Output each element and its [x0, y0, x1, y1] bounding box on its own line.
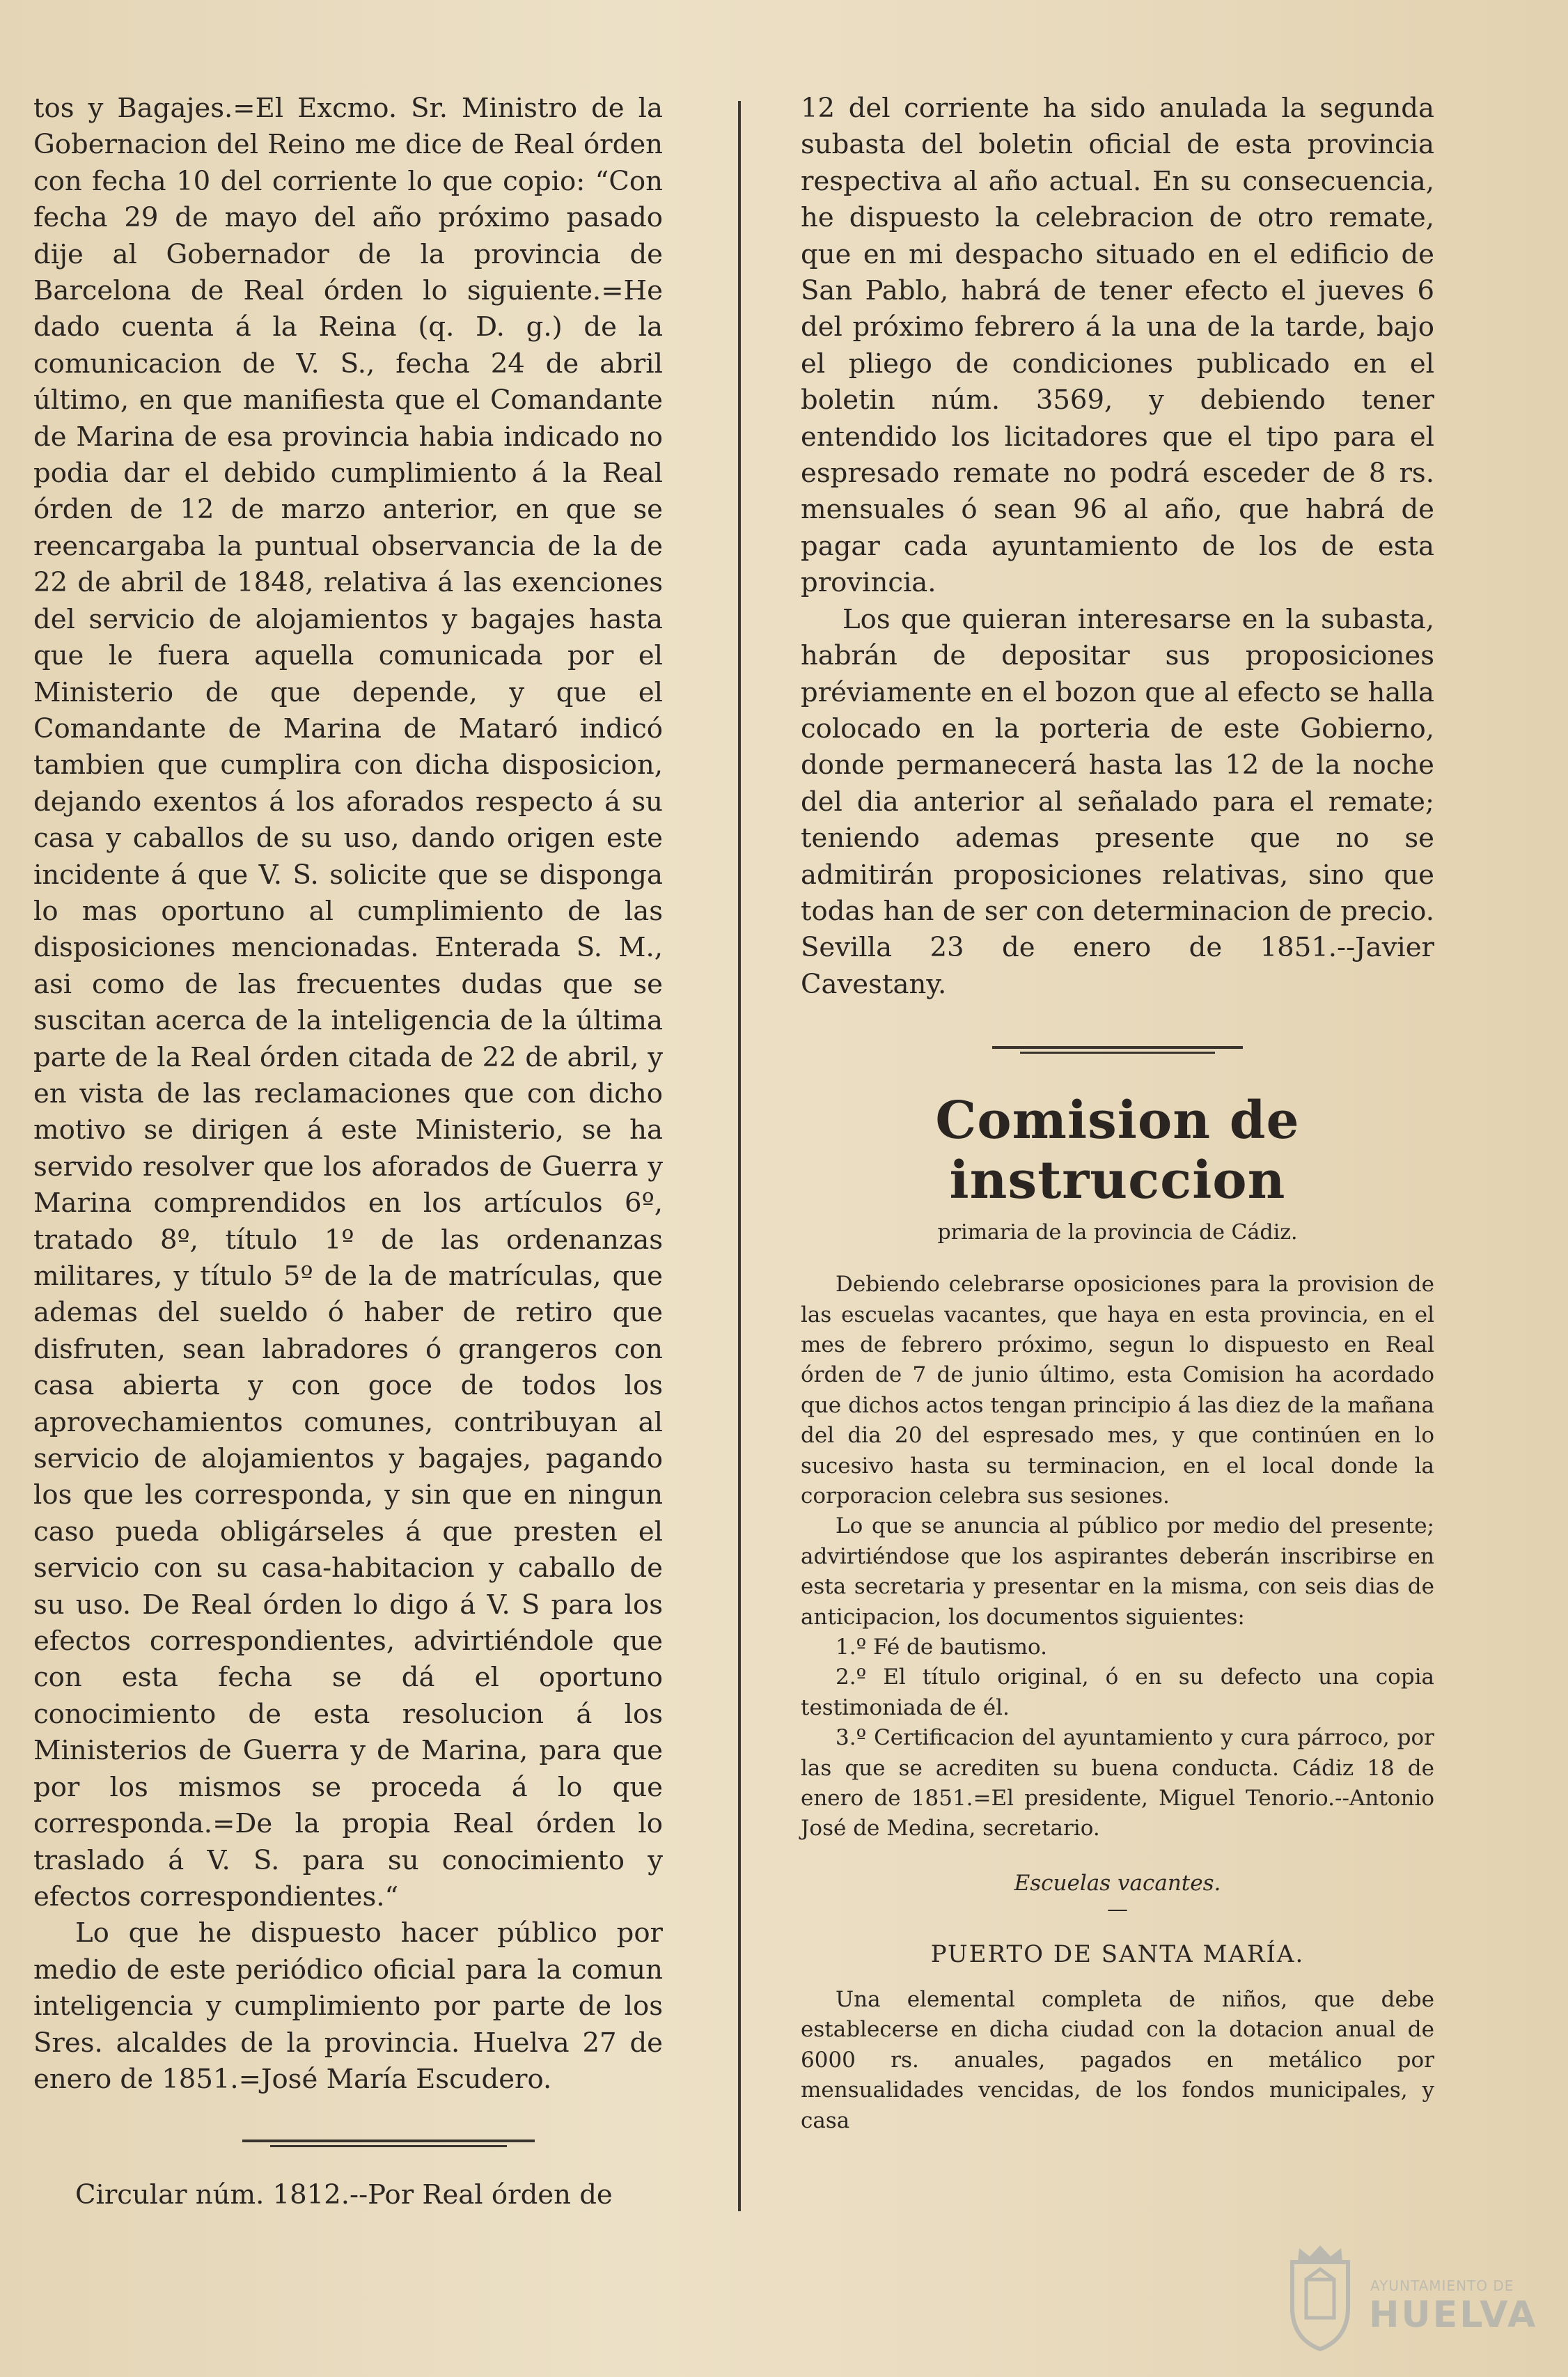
watermark-line2: HUELVA: [1369, 2294, 1538, 2336]
oposiciones-paragraph: Debiendo celebrarse oposiciones para la provision de las escuelas vacantes, que haya en esta provincia, en el mes de febrero próximo, segun lo dispuesto en Real órden de 7 de junio último, esta Comision ha acordado que dichos actos tengan principio á las diez de la mañana del dia 20 del espresado mes, y que continúen en lo sucesivo hasta su terminacion, en el local donde la corporacion celebra sus sesiones.: [801, 1272, 1434, 1509]
left-column: [33, 91, 663, 2214]
escuelas-vacantes-title: Escuelas vacantes.: [1014, 1870, 1221, 1896]
document-item-3: 3.º Certificacion del ayuntamiento y cura párroco, por las que se acrediten su buena conducta. Cádiz 18 de enero de 1851.=El presidente, Miguel Tenorio.--Antonio José de Medina, secretario.: [801, 1725, 1434, 1841]
coat-of-arms-icon: [1278, 2241, 1362, 2353]
escuela-paragraph: Una elemental completa de niños, que debe establecerse en dicha ciudad con la dotacion anual de 6000 rs. anuales, pagados en metálico por mensualidades vencidas, de los fondos municipales, y casa: [801, 1986, 1434, 2133]
right-paragraph-subasta: 12 del corriente ha sido anulada la segunda subasta del boletin oficial de esta provincia respectiva al año actual. En su consecuencia, he dispuesto la celebracion de otro remate, que en mi despacho situado en el edificio de San Pablo, habrá de tener efecto el jueves 6 del próximo febrero á la una de la tarde, bajo el pliego de condiciones publicado en el boletin núm. 3569, y debiendo tener entendido los licitadores que el tipo para el espresado remate no podrá esceder de 8 rs. mensuales ó sean 96 al año, que habrá de pagar cada ayuntamiento de los de esta provincia.: [801, 93, 1434, 599]
watermark-line1: AYUNTAMIENTO DE: [1370, 2277, 1514, 2294]
section-subheading: primaria de la provincia de Cádiz.: [937, 1220, 1298, 1245]
huelva-watermark-logo: [1278, 2241, 1538, 2356]
left-paragraph-decree: tos y Bagajes.=El Excmo. Sr. Ministro de la Gobernacion del Reino me dice de Real órden con fecha 10 del corriente lo que copio: “Con fecha 29 de mayo del año próximo pasado dije al Gobernador de la provincia de Barcelona de Real órden lo siguiente.=He dado cuenta á la Reina (q. D. g.) de la comunicacion de V. S., fecha 24 de abril último, en que manifiesta que el Comandante de Marina de esa provincia habia indicado no podia dar el debido cumplimiento á la Real órden de 12 de marzo anterior, en que se reencargaba la puntual observancia de la de 22 de abril de 1848, relativa á las exenciones del servicio de alojamientos y bagajes hasta que le fuera aquella comunicada por el Ministerio de que depende, y que el Comandante de Marina de Mataró indicó tambien que cumplira con dicha disposicion, dejando exentos á los aforados respecto á su casa y caballos de su uso, dando origen este incidente á que V. S. solicite que se disponga lo mas oportuno al cumplimiento de las disposiciones mencionadas. Enterada S. M., asi como de las frecuentes dudas que se suscitan acerca de la inteligencia de la última parte de la Real órden citada de 22 de abril, y en vista de las reclamaciones que con dicho motivo se dirigen á este Ministerio, se ha servido resolver que los aforados de Guerra y Marina comprendidos en los artículos 6º, tratado 8º, título 1º de las ordenanzas militares, y título 5º de la de matrículas, que ademas del sueldo ó haber de retiro que disfruten, sean labradores ó grangeros con casa abierta y con goce de todos los aprovechamientos comunes, contribuyan al servicio de alojamientos y bagajes, pagando los que les corresponda, y sin que en ningun caso pueda obligárseles á que presten el servicio con su casa-habitacion y caballo de su uso. De Real órden lo digo á V. S para los efectos correspondientes, advirtiéndole que con esta fecha se dá el oportuno conocimiento de esta resolucion á los Ministerios de Guerra y de Marina, para que por los mismos se proceda á lo que corresponda.=De la propia Real órden lo traslado á V. S. para su conocimiento y efectos correspondientes.“: [33, 93, 663, 1912]
right-column: [801, 91, 1434, 2136]
left-ornamental-rule: [242, 2135, 535, 2152]
column-divider: [738, 101, 741, 2211]
place-heading: PUERTO DE SANTA MARÍA.: [930, 1940, 1305, 1968]
left-paragraph-circular: Circular núm. 1812.--Por Real órden de: [75, 2179, 613, 2211]
right-ornamental-rule: [992, 1042, 1243, 1059]
anuncio-paragraph: Lo que se anuncia al público por medio del presente; advirtiéndose que los aspirantes deberán inscribirse en esta secretaria y presentar en la misma, con seis dias de anticipacion, los documentos siguientes:: [801, 1513, 1434, 1630]
document-item-2: 2.º El título original, ó en su defecto una copia testimoniada de él.: [801, 1665, 1434, 1720]
document-item-1: 1.º Fé de bautismo.: [836, 1635, 1048, 1660]
left-paragraph-publication: Lo que he dispuesto hacer público por medio de este periódico oficial para la comun inteligencia y cumplimiento por parte de los Sres. alcaldes de la provincia. Huelva 27 de enero de 1851.=José María Escudero.: [33, 1917, 663, 2095]
right-paragraph-proposiciones: Los que quieran interesarse en la subasta, habrán de depositar sus proposiciones préviamente en el bozon que al efecto se halla colocado en la porteria de este Gobierno, donde permanecerá hasta las 12 de la noche del dia anterior al señalado para el remate; teniendo ademas presente que no se admitirán proposiciones relativas, sino que todas han de ser con determinacion de precio. Sevilla 23 de enero de 1851.--Javier Cavestany.: [801, 603, 1434, 1000]
short-dash: —: [1107, 1896, 1128, 1922]
section-heading: Comision de instruccion: [935, 1091, 1300, 1211]
